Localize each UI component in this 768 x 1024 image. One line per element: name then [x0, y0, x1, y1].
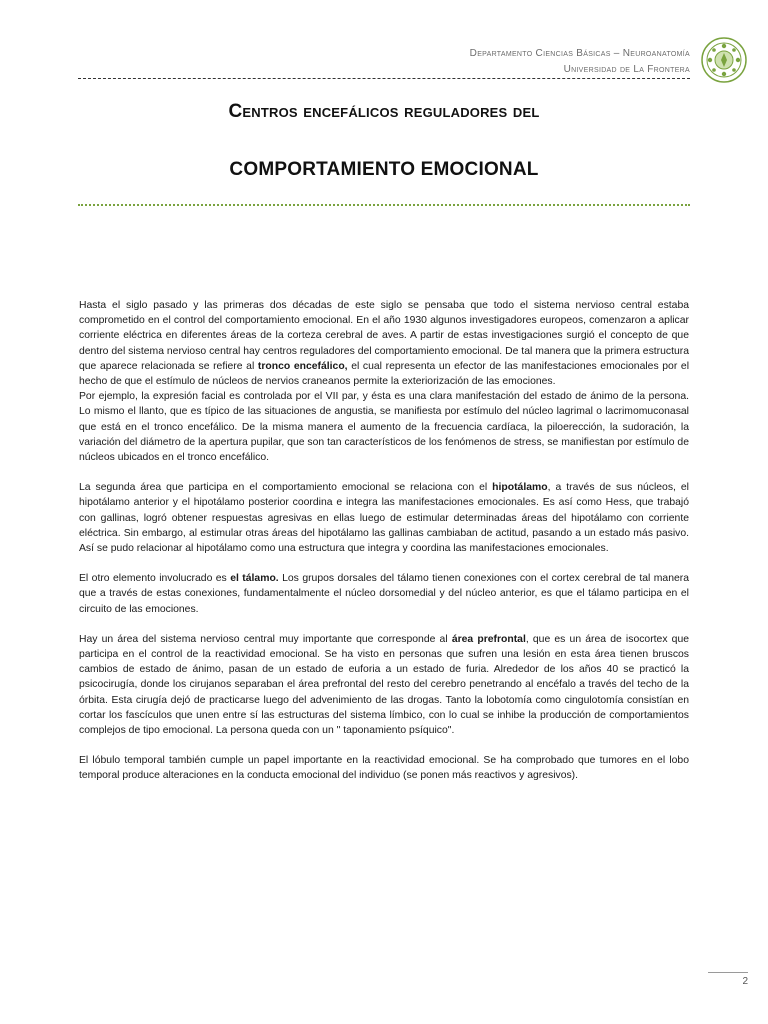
footer-divider — [708, 972, 748, 973]
paragraph-text: La segunda área que participa en el comportamiento emocional se relaciona con el — [79, 482, 493, 494]
paragraph-text: Los grupos dorsales del tálamo tienen conexiones con el cortex cerebral de tal manera que a través de estas conexiones, fundamentalmente el núcleo dorsomedial y del núcleo anterior, es que el tálamo participa en el circuito de las emociones. — [79, 573, 689, 615]
paragraph-hipotalamo — [79, 480, 689, 556]
document-title — [78, 92, 690, 190]
document-body — [79, 298, 689, 784]
university-seal-icon — [700, 36, 748, 84]
paragraph-ejemplo: Por ejemplo, la expresión facial es controlada por el VII par, y ésta es una clara manifestación del estado de ánimo de la persona. Lo mismo el llanto, que es típico de las situaciones de angustia, se manifiesta por estímulo del núcleo lagrimal o lacrimomuconasal que está en el tronco encefálico. De la misma manera el aumento de la frecuencia cardíaca, la piloerección, la sudoración, la variación del diámetro de la apertura pupilar, que son tan característicos de los fenómenos de stress, se manifiestan por estímulo de núcleos ubicados en el tronco encefálico. — [79, 391, 689, 464]
university-name: Universidad de La Frontera — [563, 64, 690, 75]
header-divider — [78, 78, 690, 79]
paragraph-text: el cual representa un efector de las manifestaciones emocionales por el hecho de que el estímulo de núcleos de nervios craneanos permite la exteriorización de las emociones. — [79, 360, 689, 388]
paragraph-prefrontal — [79, 632, 689, 738]
bold-term: el tálamo. — [230, 573, 279, 585]
title-divider — [78, 204, 690, 206]
page-header — [78, 46, 690, 78]
paragraph-text: El otro elemento involucrado es — [79, 573, 231, 585]
bold-term: área prefrontal — [451, 633, 526, 645]
paragraph-text: , a través de sus núcleos, el hipotálamo anterior y el hipotálamo posterior coordina e integra las manifestaciones emocionales. Es así como Hess, que trabajó con gallinas, logró obtener respuestas agresivas en ellas luego de estimular determinadas áreas del hipotálamo con corriente eléctrica. Sin embargo, al estimular otras áreas del hipotálamo las gallinas cambiaban de actitud, pasando a un estado más pasivo. Así se pudo relacionar al hipotálamo como una estructura que integra y coordina las manifestaciones emocionales. — [79, 482, 689, 555]
title-line-1: Centros encefálicos reguladores del — [228, 101, 540, 122]
paragraph-talamo — [79, 571, 689, 617]
title-line-2: COMPORTAMIENTO EMOCIONAL — [229, 159, 539, 180]
bold-term: hipotálamo — [492, 482, 548, 494]
paragraph-text: Hasta el siglo pasado y las primeras dos décadas de este siglo se pensaba que todo el sistema nervioso central estaba comprometido en el control del comportamiento emocional. En el año 1930 algunos investigadores europeos, comenzaron a aplicar corriente eléctrica en diferentes áreas de la corteza cerebral de aves. A partir de estas investigaciones surgió el concepto de que dentro del sistema nervioso central hay centros reguladores del comportamiento emocional. De tal manera que la primera estructura que aparece relacionada se refiere al — [79, 300, 689, 372]
paragraph-text: , que es un área de isocortex que participa en el control de la reactividad emocional. Se ha visto en personas que sufren una lesión en esta área tienen bruscos cambios de estado de ánimo, pasan de un estado de euforia a un estado de furia. Alrededor de los años 40 se practicó la psicocirugía, donde los cirujanos separaban el área prefrontal del resto del cerebro penetrando al encéfalo a través del techo de la órbita. Esta cirugía dejó de practicarse luego del advenimiento de las drogas. Tanto la lobotomía como cingulotomía consistían en cortar los fascículos que unen entre sí las estructuras del sistema límbico, con lo cual se inhibe la producción de comportamientos complejos de tipo emocional. La persona queda con un " taponamiento psíquico". — [79, 633, 690, 737]
paragraph-temporal: El lóbulo temporal también cumple un papel importante en la reactividad emocional. Se ha comprobado que tumores en el lobo temporal produce alteraciones en la conducta emocional del individuo (se ponen más reactivos y agresivos). — [79, 755, 689, 782]
department-name: Departamento Ciencias Básicas – Neuroanatomía — [469, 48, 690, 59]
page-number: 2 — [742, 976, 748, 987]
bold-term: tronco encefálico, — [257, 360, 348, 372]
paragraph-tronco — [79, 298, 689, 389]
paragraph-text: Hay un área del sistema nervioso central muy importante que corresponde al — [79, 633, 452, 645]
